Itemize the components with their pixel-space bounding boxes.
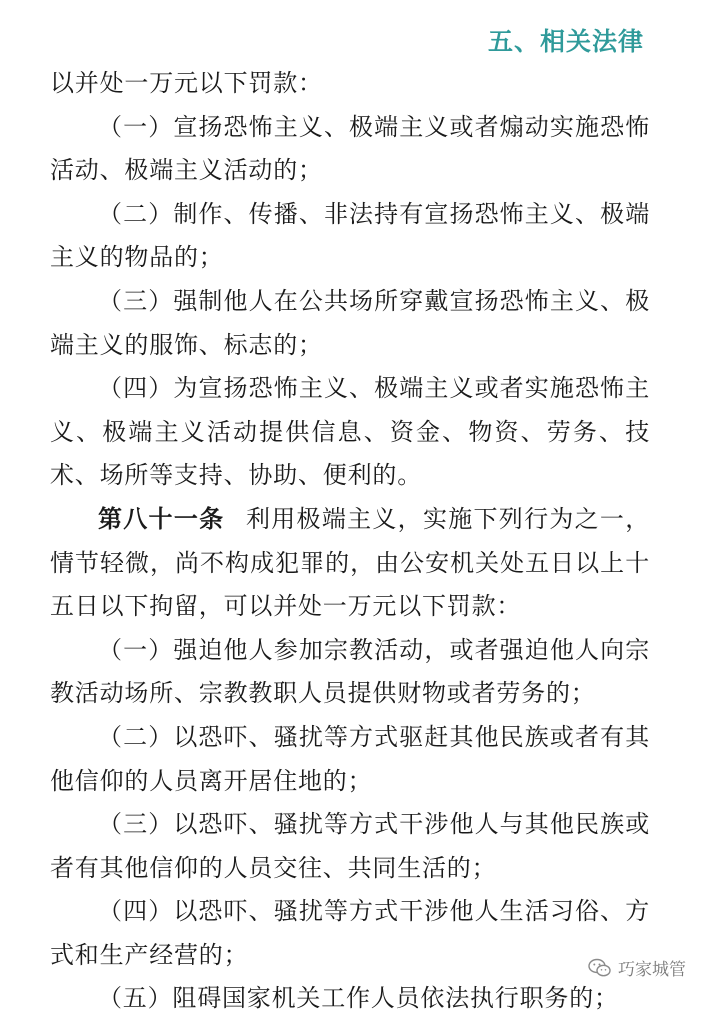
article-81-clause-5: （五）阻碍国家机关工作人员依法执行职务的； xyxy=(98,984,619,1013)
article-81: 第八十一条 利用极端主义，实施下列行为之一，情节轻微，尚不构成犯罪的，由公安机关处五日以上十五日以下拘留，可以并处一万元以下罚款： xyxy=(50,504,650,621)
section-title: 五、相关法律 xyxy=(487,27,644,56)
article-81-clause-1: （一）强迫他人参加宗教活动，或者强迫他人向宗教活动场所、宗教教职人员提供财物或者劳务的； xyxy=(50,635,650,708)
paragraph-continuation: 以并处一万元以下罚款： xyxy=(50,69,323,97)
clause-1: （一）宣扬恐怖主义、极端主义或者煽动实施恐怖活动、极端主义活动的； xyxy=(50,112,650,185)
article-81-clause-2: （二）以恐吓、骚扰等方式驱赶其他民族或者有其他信仰的人员离开居住地的； xyxy=(50,722,650,795)
wechat-icon xyxy=(588,958,612,978)
law-text-body xyxy=(50,62,650,1021)
article-number: 第八十一条 xyxy=(98,504,225,533)
clause-4: （四）为宣扬恐怖主义、极端主义或者实施恐怖主义、极端主义活动提供信息、资金、物资、劳务、技术、场所等支持、协助、便利的。 xyxy=(50,374,650,490)
watermark-label: 巧家城管 xyxy=(618,960,686,980)
article-81-clause-4: （四）以恐吓、骚扰等方式干涉他人生活习俗、方式和生产经营的； xyxy=(50,897,650,969)
clause-2: （二）制作、传播、非法持有宣扬恐怖主义、极端主义的物品的； xyxy=(50,199,650,272)
article-81-clause-3: （三）以恐吓、骚扰等方式干涉他人与其他民族或者有其他信仰的人员交往、共同生活的； xyxy=(50,810,650,882)
clause-3: （三）强制他人在公共场所穿戴宣扬恐怖主义、极端主义的服饰、标志的； xyxy=(50,286,650,359)
watermark xyxy=(584,953,690,982)
